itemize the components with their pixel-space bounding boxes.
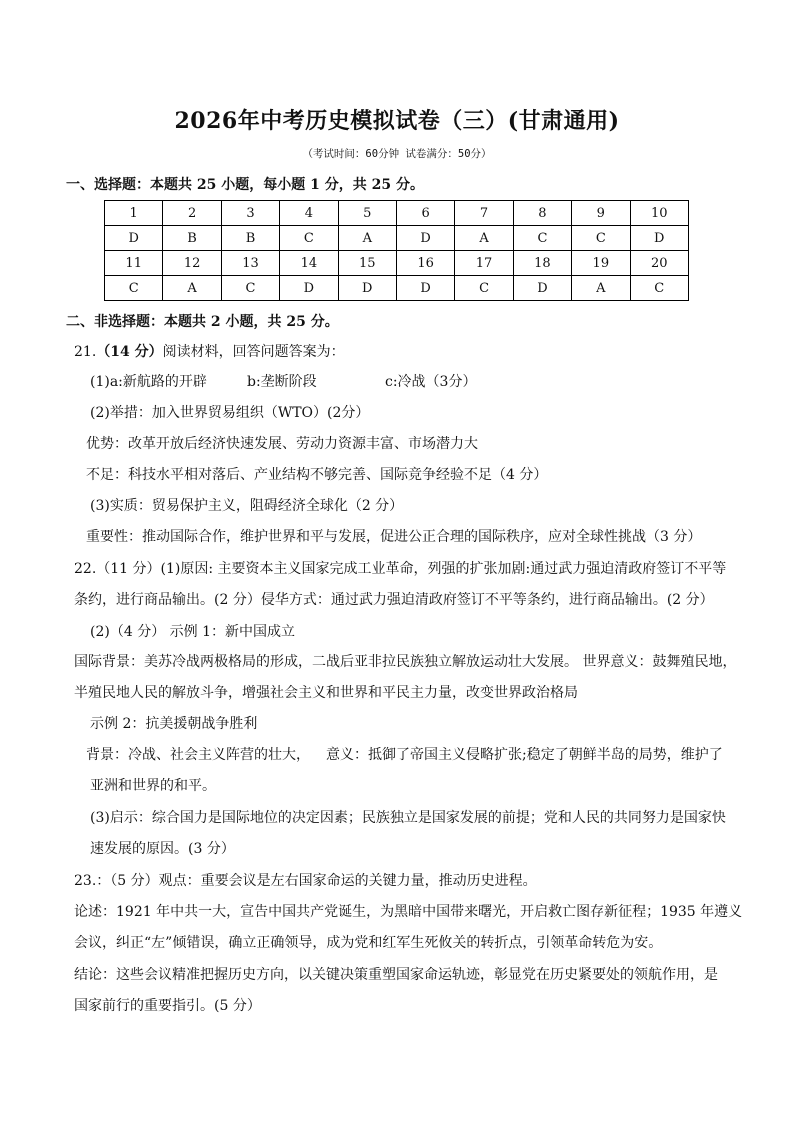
answer-table [104, 200, 689, 301]
question-number-cell: 16 [396, 251, 454, 276]
q21-answer-1b: b:垄断阶段 [247, 374, 317, 390]
q23-line-2: 论述：1921 年中共一大，宣告中国共产党诞生，为黑暗中国带来曙光，开启救亡图存新征程；1935 年遵义 [74, 904, 743, 920]
q22-line-1: 22.（11 分）(1)原因: 主要资本主义国家完成工业革命，列强的扩张加剧:通过武力强迫清政府签订不平等 [74, 561, 727, 577]
question-number-cell: 1 [105, 201, 163, 226]
exam-info: （考试时间：60分钟 试卷满分：50分） [302, 148, 492, 160]
answer-key-cell: C [572, 226, 630, 251]
q22-line-4: 国际背景：美苏冷战两极格局的形成，二战后亚非拉民族独立解放运动壮大发展。 世界意义：鼓舞殖民地， [74, 654, 737, 670]
question-number-cell: 12 [163, 251, 221, 276]
question-number-row [105, 201, 689, 226]
answer-key-cell: A [163, 276, 221, 301]
answer-key-row [105, 226, 689, 251]
question-number-cell: 3 [221, 201, 279, 226]
answer-key-cell: D [280, 276, 338, 301]
question-number-cell: 5 [338, 201, 396, 226]
answer-key-cell: C [280, 226, 338, 251]
answer-key-cell: D [396, 276, 454, 301]
question-number-cell: 11 [105, 251, 163, 276]
question-number-cell: 13 [221, 251, 279, 276]
q22-background: 背景：冷战、社会主义阵营的壮大， [86, 747, 310, 763]
q22-significance: 意义：抵御了帝国主义侵略扩张;稳定了朝鲜半岛的局势，维护了 [326, 747, 723, 763]
question-number-cell: 17 [455, 251, 513, 276]
q21-intro: 阅读材料，回答问题答案为： [162, 344, 345, 360]
question-number-row [105, 251, 689, 276]
question-number-cell: 15 [338, 251, 396, 276]
question-number-cell: 9 [572, 201, 630, 226]
answer-key-cell: D [338, 276, 396, 301]
q22-line-9: (3)启示：综合国力是国际地位的决定因素；民族独立是国家发展的前提；党和人民的共同努力是国家快 [90, 810, 726, 826]
q23-line-4: 结论：这些会议精准把握历史方向，以关键决策重塑国家命运轨迹，彰显党在历史紧要处的领航作用，是 [74, 967, 718, 983]
question-number-cell: 18 [513, 251, 571, 276]
answer-key-cell: B [221, 226, 279, 251]
answer-key-cell: C [513, 226, 571, 251]
answer-key-row [105, 276, 689, 301]
q21-answer-2: (2)举措：加入世界贸易组织（WTO）(2分） [90, 405, 370, 421]
q23-line-3: 会议，纠正“左”倾错误，确立正确领导，成为党和红军生死攸关的转折点，引领革命转危为安。 [74, 935, 663, 951]
section1-heading: 一、选择题：本题共 25 小题，每小题 1 分，共 25 分。 [66, 177, 424, 193]
q22-line-8: 亚洲和世界的和平。 [90, 778, 216, 794]
question-number-cell: 4 [280, 201, 338, 226]
answer-key-cell: D [396, 226, 454, 251]
question-number-cell: 14 [280, 251, 338, 276]
question-number-cell: 19 [572, 251, 630, 276]
question-number-cell: 7 [455, 201, 513, 226]
answer-key-cell: C [221, 276, 279, 301]
page-title: 2026年中考历史模拟试卷（三）(甘肃通用) [174, 108, 620, 134]
q21-advantages: 优势：改革开放后经济快速发展、劳动力资源丰富、市场潜力大 [86, 436, 478, 452]
q21-answer-1 [90, 373, 476, 391]
q21-header [74, 343, 345, 361]
q21-number: 21. [74, 344, 97, 360]
q22-line-10: 速发展的原因。(3 分） [90, 841, 235, 857]
q21-importance: 重要性：推动国际合作，维护世界和平与发展，促进公正合理的国际秩序，应对全球性挑战（3 分） [86, 529, 702, 545]
answer-key-cell: A [572, 276, 630, 301]
answer-key-cell: D [630, 226, 688, 251]
answer-key-cell: C [455, 276, 513, 301]
q22-line-6: 示例 2：抗美援朝战争胜利 [90, 716, 258, 732]
q21-answer-1c: c:冷战（3分） [385, 374, 477, 390]
q21-answer-1a: (1)a:新航路的开辟 [90, 374, 207, 390]
answer-key-cell: D [513, 276, 571, 301]
section2-heading: 二、非选择题：本题共 2 小题，共 25 分。 [66, 314, 339, 330]
answer-key-cell: B [163, 226, 221, 251]
q22-line-3: (2)（4 分） 示例 1：新中国成立 [90, 624, 295, 640]
answer-key-cell: A [455, 226, 513, 251]
q23-line-5: 国家前行的重要指引。(5 分） [74, 998, 261, 1014]
answer-key-cell: C [105, 276, 163, 301]
question-number-cell: 20 [630, 251, 688, 276]
q21-score: （14 分） [96, 344, 163, 360]
question-number-cell: 2 [163, 201, 221, 226]
q21-shortcomings: 不足：科技水平相对落后、产业结构不够完善、国际竞争经验不足（4 分） [86, 467, 548, 483]
q21-answer-3: (3)实质：贸易保护主义，阻碍经济全球化（2 分） [90, 498, 404, 514]
answer-key-cell: D [105, 226, 163, 251]
question-number-cell: 6 [396, 201, 454, 226]
q22-line-2: 条约，进行商品输出。(2 分）侵华方式：通过武力强迫清政府签订不平等条约，进行商品输出。(2 分） [74, 592, 714, 608]
q22-line-5: 半殖民地人民的解放斗争，增强社会主义和世界和平民主力量，改变世界政治格局 [74, 685, 578, 701]
question-number-cell: 8 [513, 201, 571, 226]
q23-line-1: 23.：（5 分）观点：重要会议是左右国家命运的关键力量，推动历史进程。 [74, 873, 537, 889]
answer-key-cell: C [630, 276, 688, 301]
answer-key-cell: A [338, 226, 396, 251]
q22-line-7 [86, 746, 723, 764]
question-number-cell: 10 [630, 201, 688, 226]
